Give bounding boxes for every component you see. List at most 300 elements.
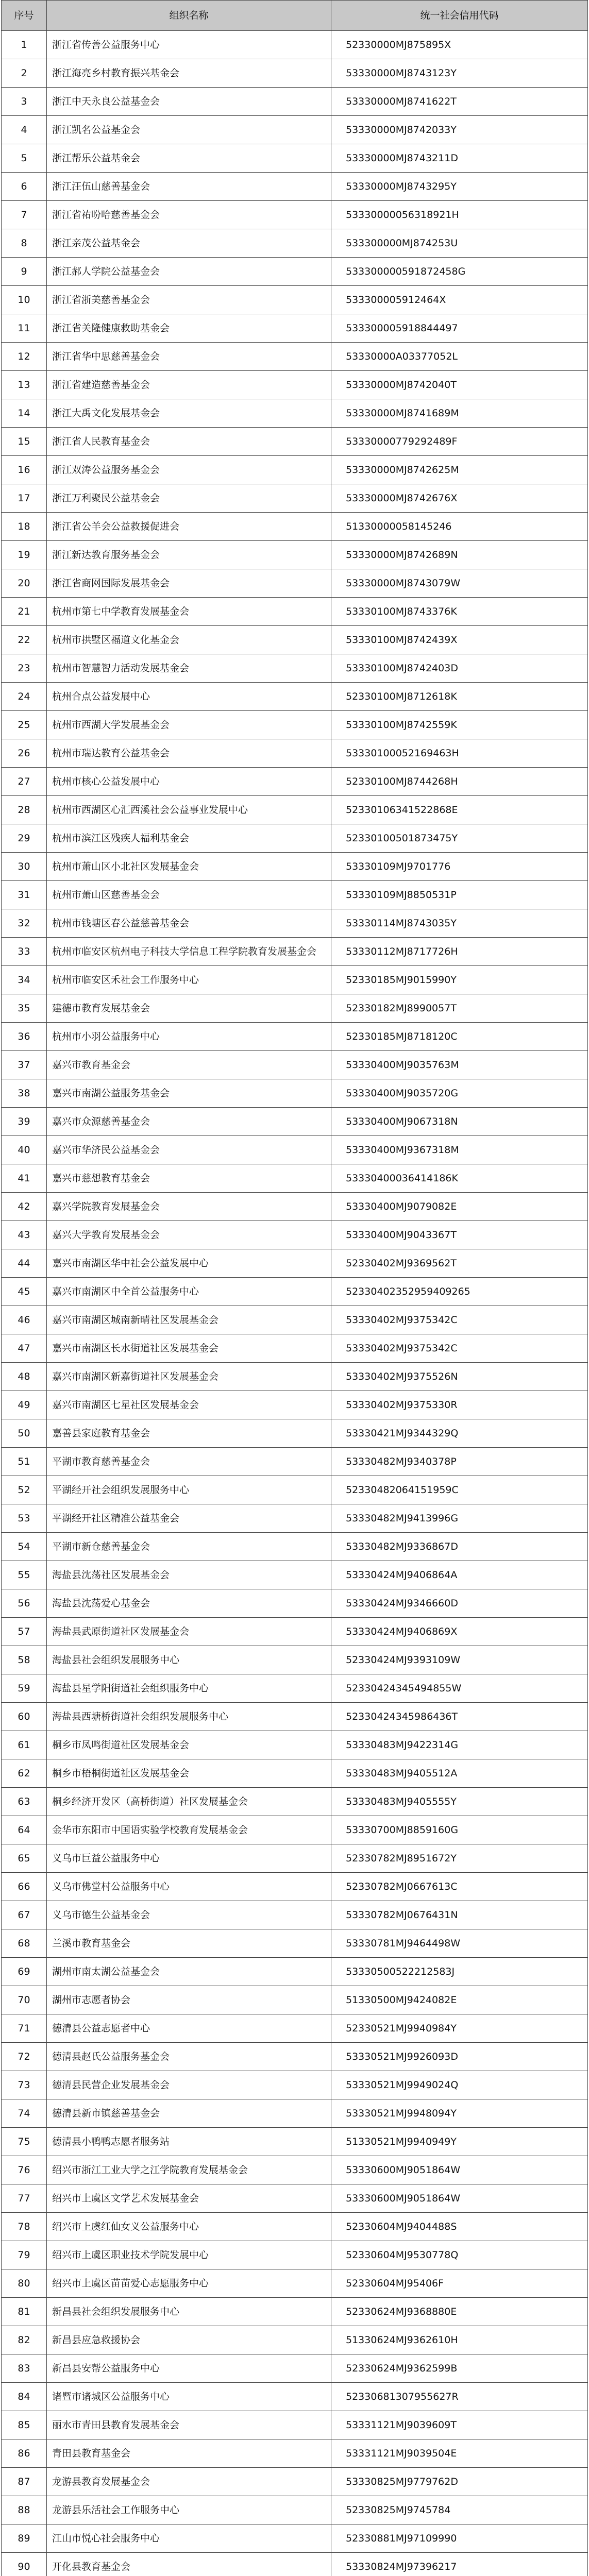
table-row <box>2 2213 588 2241</box>
cell-credit-code: 51330000058145246 <box>331 513 588 541</box>
cell-serial-number: 82 <box>2 2326 47 2354</box>
cell-organization-name: 新昌县安帮公益服务中心 <box>47 2354 331 2383</box>
cell-serial-number: 65 <box>2 1844 47 1873</box>
table-row <box>2 456 588 484</box>
cell-credit-code: 52330424345494855W <box>331 1674 588 1703</box>
cell-serial-number: 43 <box>2 1221 47 1249</box>
cell-serial-number: 90 <box>2 2553 47 2576</box>
cell-credit-code: 53330782MJ0676431N <box>331 1901 588 1929</box>
cell-credit-code: 53330000056318921H <box>331 201 588 229</box>
table-row <box>2 484 588 513</box>
cell-organization-name: 浙江省传善公益服务中心 <box>47 31 331 59</box>
table-row <box>2 2298 588 2326</box>
table-row <box>2 1079 588 1108</box>
cell-credit-code: 53330400MJ9067318N <box>331 1108 588 1136</box>
table-row <box>2 1249 588 1278</box>
cell-organization-name: 嘉兴市南湖区七星社区发展基金会 <box>47 1391 331 1419</box>
cell-serial-number: 27 <box>2 768 47 796</box>
cell-credit-code: 53330100MJ8742439X <box>331 626 588 654</box>
table-row <box>2 683 588 711</box>
table-row <box>2 31 588 59</box>
cell-serial-number: 75 <box>2 2128 47 2156</box>
cell-organization-name: 嘉兴市华济民公益基金会 <box>47 1136 331 1164</box>
table-row <box>2 314 588 343</box>
table-row <box>2 2496 588 2524</box>
table-row <box>2 739 588 768</box>
cell-organization-name: 海盐县星学阳街道社会组织服务中心 <box>47 1674 331 1703</box>
table-row <box>2 626 588 654</box>
table-row <box>2 258 588 286</box>
cell-serial-number: 28 <box>2 796 47 824</box>
cell-organization-name: 杭州市拱墅区福道文化基金会 <box>47 626 331 654</box>
table-row <box>2 1419 588 1448</box>
cell-organization-name: 杭州市核心公益发展中心 <box>47 768 331 796</box>
table-row <box>2 1533 588 1561</box>
cell-organization-name: 嘉兴市教育基金会 <box>47 1051 331 1079</box>
cell-serial-number: 85 <box>2 2411 47 2439</box>
cell-organization-name: 青田县教育基金会 <box>47 2439 331 2468</box>
column-header-organization-name: 组织名称 <box>47 1 331 31</box>
cell-serial-number: 57 <box>2 1618 47 1646</box>
table-row <box>2 1136 588 1164</box>
table-row <box>2 1844 588 1873</box>
cell-organization-name: 浙江海亮乡村教育振兴基金会 <box>47 59 331 88</box>
cell-serial-number: 89 <box>2 2524 47 2553</box>
table-row <box>2 1448 588 1476</box>
cell-organization-name: 平湖经开社会组织发展服务中心 <box>47 1476 331 1504</box>
cell-serial-number: 47 <box>2 1334 47 1363</box>
table-row <box>2 2099 588 2128</box>
cell-organization-name: 丽水市青田县教育发展基金会 <box>47 2411 331 2439</box>
cell-credit-code: 52330604MJ95406F <box>331 2269 588 2298</box>
cell-credit-code: 52330782MJ0667613C <box>331 1873 588 1901</box>
cell-serial-number: 7 <box>2 201 47 229</box>
cell-credit-code: 53330825MJ9779762D <box>331 2468 588 2496</box>
cell-credit-code: 53330500522212583J <box>331 1958 588 1986</box>
cell-serial-number: 26 <box>2 739 47 768</box>
table-row <box>2 1674 588 1703</box>
cell-serial-number: 56 <box>2 1589 47 1618</box>
cell-organization-name: 海盐县武原街道社区发展基金会 <box>47 1618 331 1646</box>
cell-serial-number: 10 <box>2 286 47 314</box>
cell-credit-code: 53331121MJ9039504E <box>331 2439 588 2468</box>
cell-organization-name: 嘉兴市南湖区新嘉街道社区发展基金会 <box>47 1363 331 1391</box>
table-row <box>2 541 588 569</box>
cell-serial-number: 6 <box>2 173 47 201</box>
cell-serial-number: 42 <box>2 1193 47 1221</box>
cell-serial-number: 33 <box>2 938 47 966</box>
cell-credit-code: 52330681307955627R <box>331 2383 588 2411</box>
cell-credit-code: 53330600MJ9051864W <box>331 2184 588 2213</box>
cell-credit-code: 52330402MJ9369562T <box>331 1249 588 1278</box>
cell-organization-name: 浙江省建造慈善基金会 <box>47 371 331 399</box>
cell-credit-code: 52330424MJ9393109W <box>331 1646 588 1674</box>
cell-organization-name: 义乌市巨益公益服务中心 <box>47 1844 331 1873</box>
table-row <box>2 1759 588 1788</box>
cell-serial-number: 4 <box>2 116 47 144</box>
cell-organization-name: 湖州市志愿者协会 <box>47 1986 331 2014</box>
cell-organization-name: 海盐县社会组织发展服务中心 <box>47 1646 331 1674</box>
cell-credit-code: 53330600MJ9051864W <box>331 2156 588 2184</box>
cell-serial-number: 29 <box>2 824 47 853</box>
cell-serial-number: 3 <box>2 88 47 116</box>
cell-credit-code: 53330402MJ9375526N <box>331 1363 588 1391</box>
cell-credit-code: 53330402MJ9375342C <box>331 1306 588 1334</box>
table-row <box>2 2241 588 2269</box>
table-row <box>2 2383 588 2411</box>
table-row <box>2 1873 588 1901</box>
cell-organization-name: 杭州市临安区禾社会工作服务中心 <box>47 966 331 994</box>
cell-credit-code: 53330000MJ8742033Y <box>331 116 588 144</box>
cell-credit-code: 533300005912464X <box>331 286 588 314</box>
cell-organization-name: 嘉兴学院教育发展基金会 <box>47 1193 331 1221</box>
cell-credit-code: 53330482MJ9340378P <box>331 1448 588 1476</box>
cell-credit-code: 53330482MJ9336867D <box>331 1533 588 1561</box>
cell-serial-number: 40 <box>2 1136 47 1164</box>
cell-organization-name: 嘉兴市众源慈善基金会 <box>47 1108 331 1136</box>
table-row <box>2 2524 588 2553</box>
cell-credit-code: 53330000MJ8743211D <box>331 144 588 173</box>
cell-serial-number: 19 <box>2 541 47 569</box>
cell-serial-number: 25 <box>2 711 47 739</box>
cell-credit-code: 53330109MJ9701776 <box>331 853 588 881</box>
cell-credit-code: 52330521MJ9940984Y <box>331 2014 588 2043</box>
column-header-credit-code: 统一社会信用代码 <box>331 1 588 31</box>
cell-organization-name: 杭州合点公益发展中心 <box>47 683 331 711</box>
cell-serial-number: 23 <box>2 654 47 683</box>
cell-credit-code: 52330185MJ8718120C <box>331 1023 588 1051</box>
table-row <box>2 399 588 428</box>
cell-serial-number: 59 <box>2 1674 47 1703</box>
cell-organization-name: 浙江省华中思慈善基金会 <box>47 343 331 371</box>
cell-organization-name: 江山市悦心社会服务中心 <box>47 2524 331 2553</box>
cell-organization-name: 平湖经开社区精准公益基金会 <box>47 1504 331 1533</box>
cell-organization-name: 龙游县乐活社会工作服务中心 <box>47 2496 331 2524</box>
table-row <box>2 1618 588 1646</box>
table-row <box>2 2354 588 2383</box>
cell-credit-code: 52330106341522868E <box>331 796 588 824</box>
cell-credit-code: 53330000MJ8741689M <box>331 399 588 428</box>
cell-credit-code: 52330482064151959C <box>331 1476 588 1504</box>
table-row <box>2 2553 588 2576</box>
cell-credit-code: 52330100501873475Y <box>331 824 588 853</box>
cell-serial-number: 37 <box>2 1051 47 1079</box>
cell-serial-number: 45 <box>2 1278 47 1306</box>
cell-credit-code: 53330000MJ8742689N <box>331 541 588 569</box>
cell-credit-code: 53330100MJ8742403D <box>331 654 588 683</box>
cell-serial-number: 39 <box>2 1108 47 1136</box>
cell-organization-name: 义乌市佛堂村公益服务中心 <box>47 1873 331 1901</box>
cell-serial-number: 22 <box>2 626 47 654</box>
cell-credit-code: 53330000MJ8743123Y <box>331 59 588 88</box>
table-row <box>2 201 588 229</box>
table-row <box>2 1929 588 1958</box>
table-row <box>2 1363 588 1391</box>
cell-credit-code: 52330185MJ9015990Y <box>331 966 588 994</box>
cell-organization-name: 新昌县社会组织发展服务中心 <box>47 2298 331 2326</box>
cell-serial-number: 5 <box>2 144 47 173</box>
cell-credit-code: 52330782MJ8951672Y <box>331 1844 588 1873</box>
column-header-serial: 序号 <box>2 1 47 31</box>
cell-serial-number: 88 <box>2 2496 47 2524</box>
table-row <box>2 144 588 173</box>
table-row <box>2 2439 588 2468</box>
cell-credit-code: 51330521MJ9940949Y <box>331 2128 588 2156</box>
table-row <box>2 513 588 541</box>
cell-serial-number: 53 <box>2 1504 47 1533</box>
cell-serial-number: 14 <box>2 399 47 428</box>
table-row <box>2 1646 588 1674</box>
cell-organization-name: 浙江新达教育服务基金会 <box>47 541 331 569</box>
cell-credit-code: 53330482MJ9413996G <box>331 1504 588 1533</box>
cell-organization-name: 浙江省商网国际发展基金会 <box>47 569 331 598</box>
cell-credit-code: 53330000MJ8742040T <box>331 371 588 399</box>
table-row <box>2 88 588 116</box>
cell-credit-code: 53330000779292489F <box>331 428 588 456</box>
cell-credit-code: 53330400036414186K <box>331 1164 588 1193</box>
cell-serial-number: 1 <box>2 31 47 59</box>
table-row <box>2 1278 588 1306</box>
cell-organization-name: 浙江省人民教育基金会 <box>47 428 331 456</box>
cell-credit-code: 52330402352959409265 <box>331 1278 588 1306</box>
cell-credit-code: 52330182MJ8990057T <box>331 994 588 1023</box>
table-row <box>2 2411 588 2439</box>
cell-credit-code: 53330483MJ9405555Y <box>331 1788 588 1816</box>
cell-organization-name: 嘉善县家庭教育基金会 <box>47 1419 331 1448</box>
table-row <box>2 938 588 966</box>
table-row <box>2 1561 588 1589</box>
table-row <box>2 796 588 824</box>
table-row <box>2 909 588 938</box>
cell-serial-number: 79 <box>2 2241 47 2269</box>
cell-organization-name: 浙江帮乐公益基金会 <box>47 144 331 173</box>
cell-organization-name: 杭州市智慧智力活动发展基金会 <box>47 654 331 683</box>
cell-organization-name: 德清县赵氏公益服务基金会 <box>47 2043 331 2071</box>
cell-credit-code: 51330624MJ9362610H <box>331 2326 588 2354</box>
cell-organization-name: 平湖市教育慈善基金会 <box>47 1448 331 1476</box>
cell-serial-number: 2 <box>2 59 47 88</box>
cell-organization-name: 浙江汪伍山慈善基金会 <box>47 173 331 201</box>
cell-credit-code: 53330824MJ97396217 <box>331 2553 588 2576</box>
cell-organization-name: 德清县民营企业发展基金会 <box>47 2071 331 2099</box>
cell-credit-code: 53330483MJ9405512A <box>331 1759 588 1788</box>
cell-organization-name: 德清县公益志愿者中心 <box>47 2014 331 2043</box>
cell-credit-code: 53330483MJ9422314G <box>331 1731 588 1759</box>
cell-serial-number: 66 <box>2 1873 47 1901</box>
cell-organization-name: 德清县小鸭鸭志愿者服务站 <box>47 2128 331 2156</box>
cell-serial-number: 20 <box>2 569 47 598</box>
cell-organization-name: 绍兴市上虞区文学艺术发展基金会 <box>47 2184 331 2213</box>
cell-serial-number: 73 <box>2 2071 47 2099</box>
table-row <box>2 2184 588 2213</box>
cell-serial-number: 18 <box>2 513 47 541</box>
cell-organization-name: 海盐县西塘桥街道社会组织发展服务中心 <box>47 1703 331 1731</box>
cell-organization-name: 诸暨市诸城区公益服务中心 <box>47 2383 331 2411</box>
table-row <box>2 428 588 456</box>
table-row <box>2 229 588 258</box>
cell-organization-name: 海盐县沈荡社区发展基金会 <box>47 1561 331 1589</box>
table-row <box>2 1108 588 1136</box>
table-row <box>2 343 588 371</box>
cell-credit-code: 52330624MJ9362599B <box>331 2354 588 2383</box>
cell-serial-number: 72 <box>2 2043 47 2071</box>
table-row <box>2 1306 588 1334</box>
cell-organization-name: 嘉兴市慈想教育基金会 <box>47 1164 331 1193</box>
cell-organization-name: 浙江万利聚民公益基金会 <box>47 484 331 513</box>
table-row <box>2 59 588 88</box>
table-row <box>2 2043 588 2071</box>
table-body <box>2 31 588 2576</box>
table-row <box>2 1193 588 1221</box>
cell-organization-name: 杭州市滨江区残疾人福利基金会 <box>47 824 331 853</box>
cell-organization-name: 杭州市西湖区心汇西溪社会公益事业发展中心 <box>47 796 331 824</box>
cell-credit-code: 53330100MJ8742559K <box>331 711 588 739</box>
table-row <box>2 853 588 881</box>
cell-credit-code: 53330114MJ8743035Y <box>331 909 588 938</box>
table-row <box>2 1334 588 1363</box>
cell-credit-code: 53330424MJ9406864A <box>331 1561 588 1589</box>
table-row <box>2 768 588 796</box>
cell-credit-code: 53331121MJ9039609T <box>331 2411 588 2439</box>
cell-serial-number: 15 <box>2 428 47 456</box>
cell-credit-code: 53330400MJ9043367T <box>331 1221 588 1249</box>
cell-serial-number: 55 <box>2 1561 47 1589</box>
cell-organization-name: 杭州市临安区杭州电子科技大学信息工程学院教育发展基金会 <box>47 938 331 966</box>
table-row <box>2 173 588 201</box>
cell-organization-name: 浙江省祐吩哈慈善基金会 <box>47 201 331 229</box>
table-row <box>2 1901 588 1929</box>
table-row <box>2 2269 588 2298</box>
cell-serial-number: 61 <box>2 1731 47 1759</box>
cell-serial-number: 48 <box>2 1363 47 1391</box>
cell-serial-number: 17 <box>2 484 47 513</box>
cell-credit-code: 533300000MJ874253U <box>331 229 588 258</box>
cell-credit-code: 53330521MJ9948094Y <box>331 2099 588 2128</box>
table-row <box>2 2071 588 2099</box>
cell-serial-number: 13 <box>2 371 47 399</box>
cell-credit-code: 53330400MJ9035763M <box>331 1051 588 1079</box>
cell-organization-name: 杭州市第七中学教育发展基金会 <box>47 598 331 626</box>
cell-organization-name: 浙江省浙美慈善基金会 <box>47 286 331 314</box>
cell-serial-number: 49 <box>2 1391 47 1419</box>
cell-organization-name: 绍兴市浙江工业大学之江学院教育发展基金会 <box>47 2156 331 2184</box>
cell-credit-code: 52330624MJ9368880E <box>331 2298 588 2326</box>
cell-serial-number: 71 <box>2 2014 47 2043</box>
cell-credit-code: 53330521MJ9926093D <box>331 2043 588 2071</box>
cell-organization-name: 海盐县沈荡爱心基金会 <box>47 1589 331 1618</box>
table-row <box>2 1703 588 1731</box>
table-row <box>2 1816 588 1844</box>
cell-credit-code: 53330000MJ8743079W <box>331 569 588 598</box>
cell-serial-number: 30 <box>2 853 47 881</box>
table-row <box>2 654 588 683</box>
table-row <box>2 1986 588 2014</box>
cell-organization-name: 绍兴市上虞区苗苗爱心志愿服务中心 <box>47 2269 331 2298</box>
cell-organization-name: 开化县教育基金会 <box>47 2553 331 2576</box>
cell-organization-name: 绍兴市上虞区职业技术学院发展中心 <box>47 2241 331 2269</box>
cell-credit-code: 53330000MJ8741622T <box>331 88 588 116</box>
cell-credit-code: 53330000MJ8742625M <box>331 456 588 484</box>
cell-organization-name: 浙江郝人学院公益基金会 <box>47 258 331 286</box>
cell-serial-number: 64 <box>2 1816 47 1844</box>
cell-credit-code: 53330424MJ9346660D <box>331 1589 588 1618</box>
cell-credit-code: 53330400MJ9079082E <box>331 1193 588 1221</box>
cell-serial-number: 86 <box>2 2439 47 2468</box>
cell-credit-code: 53330421MJ9344329Q <box>331 1419 588 1448</box>
cell-serial-number: 68 <box>2 1929 47 1958</box>
cell-serial-number: 24 <box>2 683 47 711</box>
cell-credit-code: 52330881MJ97109990 <box>331 2524 588 2553</box>
cell-organization-name: 义乌市德生公益基金会 <box>47 1901 331 1929</box>
cell-organization-name: 杭州市西湖大学发展基金会 <box>47 711 331 739</box>
cell-serial-number: 58 <box>2 1646 47 1674</box>
cell-serial-number: 74 <box>2 2099 47 2128</box>
table-row <box>2 1958 588 1986</box>
cell-credit-code: 51330500MJ9424082E <box>331 1986 588 2014</box>
cell-serial-number: 70 <box>2 1986 47 2014</box>
cell-serial-number: 21 <box>2 598 47 626</box>
cell-serial-number: 34 <box>2 966 47 994</box>
cell-organization-name: 龙游县教育发展基金会 <box>47 2468 331 2496</box>
cell-serial-number: 60 <box>2 1703 47 1731</box>
cell-credit-code: 53330112MJ8717726H <box>331 938 588 966</box>
cell-serial-number: 63 <box>2 1788 47 1816</box>
cell-serial-number: 46 <box>2 1306 47 1334</box>
cell-organization-name: 浙江凯名公益基金会 <box>47 116 331 144</box>
table-row <box>2 881 588 909</box>
cell-credit-code: 53330000MJ8743295Y <box>331 173 588 201</box>
cell-serial-number: 83 <box>2 2354 47 2383</box>
cell-serial-number: 38 <box>2 1079 47 1108</box>
cell-credit-code: 53330424MJ9406869X <box>331 1618 588 1646</box>
table-row <box>2 1051 588 1079</box>
cell-organization-name: 嘉兴市南湖公益服务基金会 <box>47 1079 331 1108</box>
table-row <box>2 711 588 739</box>
cell-credit-code: 53330700MJ8859160G <box>331 1816 588 1844</box>
cell-organization-name: 浙江亲茂公益基金会 <box>47 229 331 258</box>
cell-organization-name: 平湖市新仓慈善基金会 <box>47 1533 331 1561</box>
table-row <box>2 1164 588 1193</box>
table-row <box>2 966 588 994</box>
cell-credit-code: 53330100MJ8743376K <box>331 598 588 626</box>
cell-credit-code: 52330100MJ8712618K <box>331 683 588 711</box>
cell-serial-number: 78 <box>2 2213 47 2241</box>
cell-organization-name: 浙江省关隆健康救助基金会 <box>47 314 331 343</box>
cell-serial-number: 84 <box>2 2383 47 2411</box>
cell-serial-number: 69 <box>2 1958 47 1986</box>
table-row <box>2 994 588 1023</box>
cell-organization-name: 新昌县应急救援协会 <box>47 2326 331 2354</box>
cell-serial-number: 77 <box>2 2184 47 2213</box>
cell-serial-number: 32 <box>2 909 47 938</box>
cell-credit-code: 52330825MJ9745784 <box>331 2496 588 2524</box>
cell-organization-name: 嘉兴市南湖区华中社会公益发展中心 <box>47 1249 331 1278</box>
cell-organization-name: 浙江双涛公益服务基金会 <box>47 456 331 484</box>
cell-organization-name: 嘉兴市南湖区中全首公益服务中心 <box>47 1278 331 1306</box>
cell-credit-code: 52330000MJ875895X <box>331 31 588 59</box>
table-row <box>2 1788 588 1816</box>
cell-serial-number: 8 <box>2 229 47 258</box>
table-row <box>2 286 588 314</box>
cell-organization-name: 杭州市萧山区慈善基金会 <box>47 881 331 909</box>
cell-organization-name: 杭州市瑞达教育公益基金会 <box>47 739 331 768</box>
cell-serial-number: 44 <box>2 1249 47 1278</box>
cell-organization-name: 桐乡经济开发区（高桥街道）社区发展基金会 <box>47 1788 331 1816</box>
cell-credit-code: 53330400MJ9367318M <box>331 1136 588 1164</box>
cell-credit-code: 52330604MJ9404488S <box>331 2213 588 2241</box>
cell-serial-number: 9 <box>2 258 47 286</box>
cell-credit-code: 52330604MJ9530778Q <box>331 2241 588 2269</box>
